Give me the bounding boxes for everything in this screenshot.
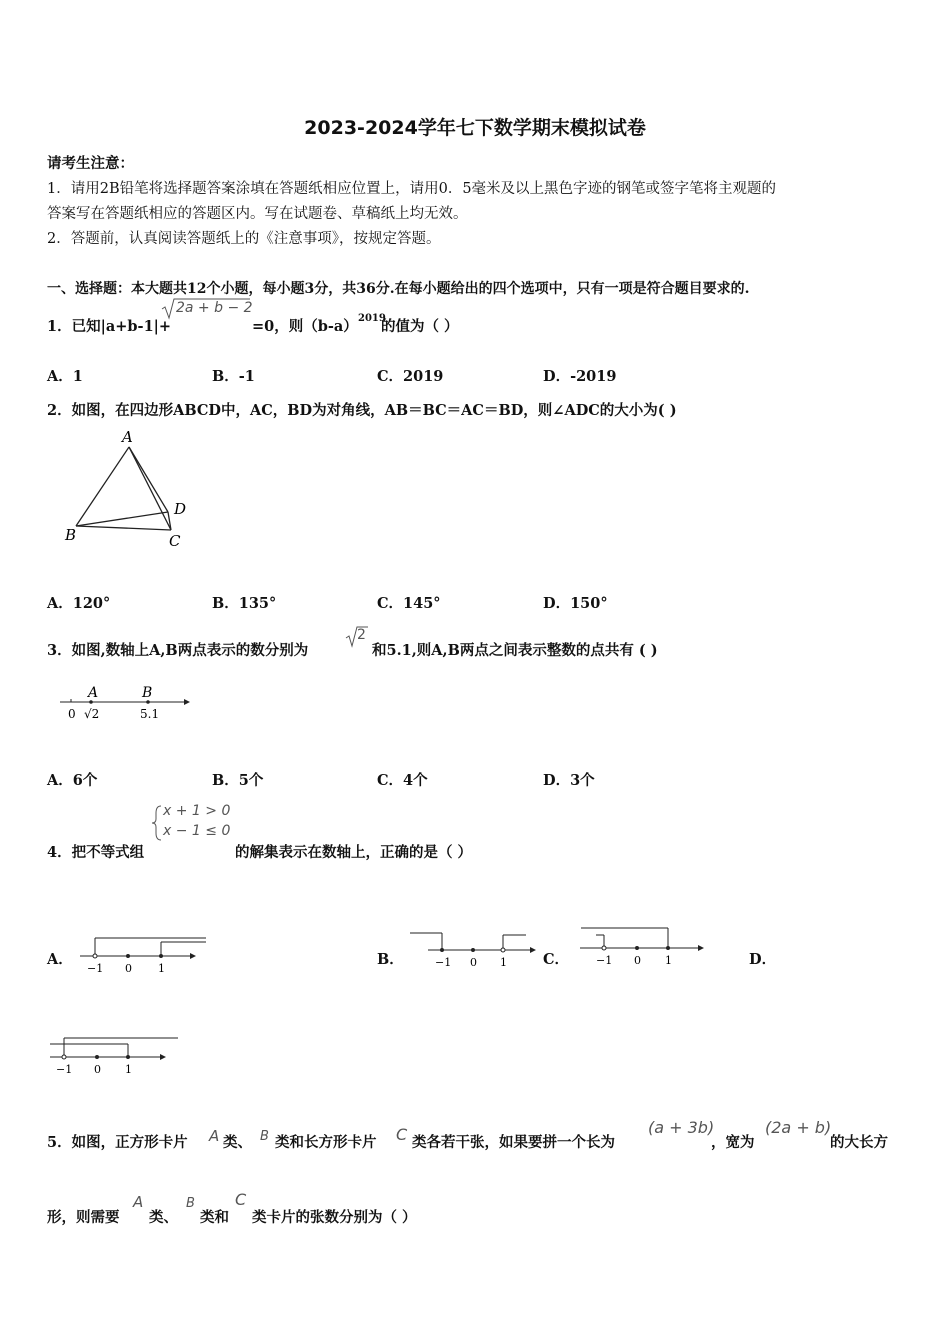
q4-inequality-1: x + 1 > 0 — [163, 803, 231, 819]
q4-option-a: A． — [47, 951, 73, 968]
q5-line2-text-2: 类、 — [149, 1209, 178, 1226]
q5-text-1: 5．如图，正方形卡片 — [47, 1134, 188, 1151]
tick-0: 0 — [634, 954, 641, 967]
notice-line-1a: 1．请用2B铅笔将选择题答案涂填在答题纸相应位置上，请用0．5毫米及以上黑色字迹的钢笔或签字笔将主观题的 — [47, 181, 777, 197]
q5-text-6: 的大长方 — [830, 1134, 888, 1151]
q5-var-c: C — [396, 1125, 408, 1144]
vertex-label-a: A — [122, 428, 133, 446]
notice-line-1b: 答案写在答题纸相应的答题区内。写在试题卷、草稿纸上均无效。 — [47, 206, 468, 222]
q5-length-expr: (a + 3b) — [648, 1118, 715, 1137]
q4-prefix: 4．把不等式组 — [47, 844, 145, 861]
notice-line-2: 2．答题前，认真阅读答题纸上的《注意事项》，按规定答题。 — [47, 231, 441, 247]
q4-option-c-number-line — [578, 922, 713, 970]
notice-heading: 请考生注意： — [47, 155, 134, 172]
tick-minus-1: −1 — [596, 954, 613, 967]
vertex-label-b: B — [65, 526, 77, 544]
q4-option-c: C． — [543, 951, 570, 968]
q3-tick-0: 0 — [68, 707, 76, 721]
q1-mid: =0，则（b-a） — [252, 318, 358, 335]
q4-option-b-number-line — [408, 928, 543, 973]
tick-minus-1: −1 — [435, 956, 452, 969]
vertex-label-d: D — [174, 500, 187, 518]
q4-option-d-number-line — [48, 1032, 183, 1077]
q1-radicand: 2a + b − 2 — [176, 300, 253, 316]
q4-option-d: D． — [749, 951, 777, 968]
q5-text-3: 类和长方形卡片 — [275, 1134, 377, 1151]
q3-number-line — [58, 680, 193, 725]
q1-prefix: 1．已知|a+b-1|+ — [47, 318, 172, 335]
q3-tick-sqrt2: √2 — [84, 707, 100, 721]
q4-option-a-number-line — [78, 932, 213, 977]
vertex-label-c: C — [169, 532, 181, 550]
q1-option-b: B．-1 — [212, 368, 255, 385]
tick-0: 0 — [94, 1063, 101, 1076]
brace-icon — [150, 803, 164, 843]
q3-point-label-a: A — [88, 685, 99, 701]
tick-minus-1: −1 — [87, 962, 104, 975]
q5-line2-text-3: 类和 — [200, 1209, 229, 1226]
q2-option-a: A．120° — [47, 595, 111, 612]
q5-line2-var-b: B — [186, 1196, 195, 1211]
q4-option-b: B． — [377, 951, 404, 968]
q5-text-2: 类、 — [223, 1134, 252, 1151]
q2-option-d: D．150° — [543, 595, 608, 612]
quadrilateral-figure — [55, 422, 205, 552]
q2-option-c: C．145° — [377, 595, 441, 612]
q5-var-a: A — [209, 1127, 220, 1145]
q5-line2-text-1: 形，则需要 — [47, 1209, 120, 1226]
q3-radical: 2 — [357, 627, 366, 643]
tick-1: 1 — [158, 962, 165, 975]
q5-line2-var-c: C — [235, 1190, 247, 1209]
q3-suffix: 和5.1,则A,B两点之间表示整数的点共有 ( ) — [372, 642, 658, 659]
page-title: 2023-2024学年七下数学期末模拟试卷 — [304, 117, 646, 139]
q5-text-4: 类各若干张，如果要拼一个长为 — [412, 1134, 615, 1151]
q5-text-5: ，宽为 — [711, 1134, 755, 1151]
q2-option-b: B．135° — [212, 595, 277, 612]
tick-0: 0 — [125, 962, 132, 975]
q4-suffix: 的解集表示在数轴上，正确的是（ ） — [235, 844, 473, 861]
q5-width-expr: (2a + b) — [765, 1118, 832, 1137]
q5-line2-var-a: A — [133, 1193, 144, 1211]
tick-1: 1 — [500, 956, 507, 969]
q4-inequality-2: x − 1 ≤ 0 — [163, 823, 231, 839]
q2-text: 2．如图，在四边形ABCD中，AC，BD为对角线，AB＝BC＝AC＝BD，则∠ADC的大小为( ) — [47, 402, 677, 419]
q3-option-b: B．5个 — [212, 772, 264, 789]
q1-exponent: 2019 — [358, 313, 386, 324]
section-heading: 一、选择题：本大题共12个小题，每小题3分，共36分.在每小题给出的四个选项中，只有一项是符合题目要求的. — [47, 281, 750, 297]
q5-line2-text-4: 类卡片的张数分别为（ ） — [252, 1209, 417, 1226]
q3-option-a: A．6个 — [47, 772, 98, 789]
tick-minus-1: −1 — [56, 1063, 73, 1076]
q1-suffix: 的值为（ ） — [381, 318, 459, 335]
q3-point-label-b: B — [142, 685, 153, 701]
q3-option-c: C．4个 — [377, 772, 428, 789]
tick-1: 1 — [665, 954, 672, 967]
q1-option-c: C．2019 — [377, 368, 444, 385]
q1-option-d: D．-2019 — [543, 368, 617, 385]
tick-0: 0 — [470, 956, 477, 969]
q1-option-a: A．1 — [47, 368, 83, 385]
q3-prefix: 3．如图,数轴上A,B两点表示的数分别为 — [47, 642, 309, 659]
q5-var-b: B — [260, 1129, 269, 1144]
q3-tick-5-1: 5.1 — [140, 707, 160, 721]
tick-1: 1 — [125, 1063, 132, 1076]
q3-option-d: D．3个 — [543, 772, 595, 789]
